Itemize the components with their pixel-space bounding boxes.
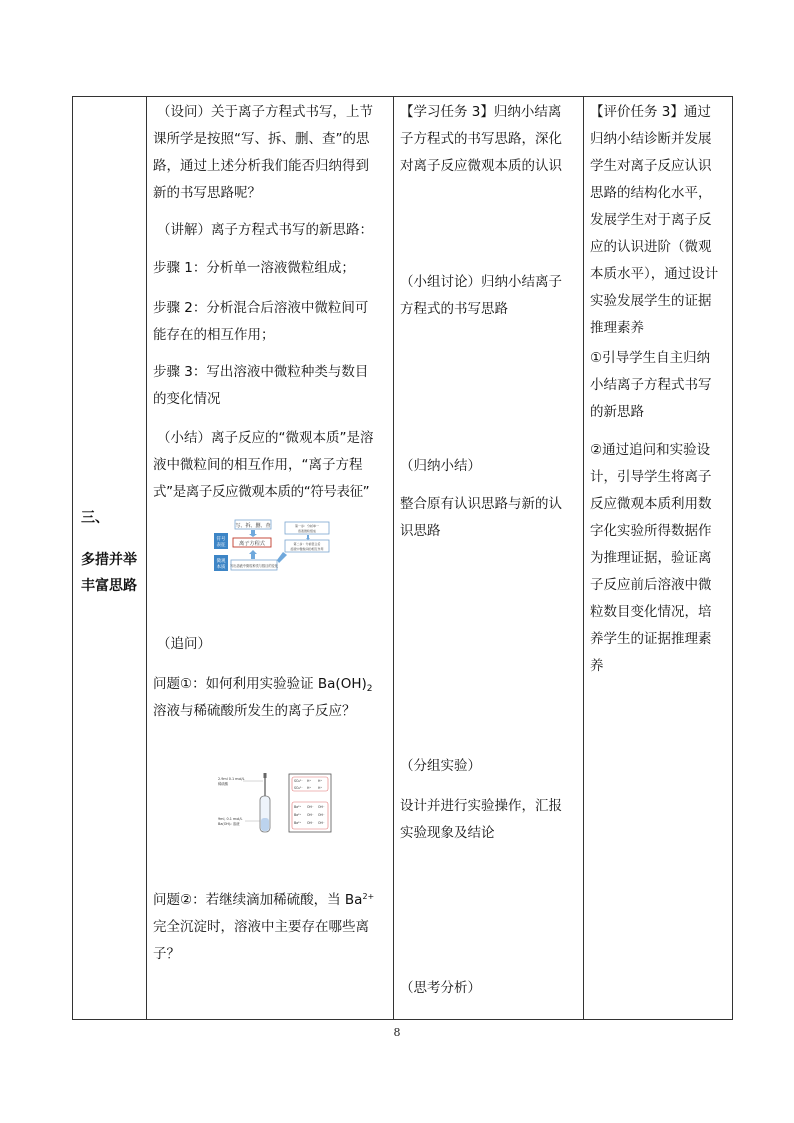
- section-cell: [73, 97, 147, 1020]
- top-box-label: 写、拆、删、查: [235, 523, 271, 529]
- acid-label: 2.9ml 0.1 mol/L: [218, 777, 245, 781]
- eval-guide2-line6: 子反应前后溶液中微: [590, 577, 712, 593]
- svg-text:OH⁻: OH⁻: [318, 813, 325, 817]
- question1-line1: 问题①：如何利用实验验证 $Ba(OH)_2$: [153, 676, 373, 694]
- eval-guide2-line5: 为推理证据，验证离: [590, 550, 712, 566]
- eval-guide2-line3: 反应微观本质利用数: [590, 496, 712, 512]
- svg-text:H⁺: H⁺: [307, 779, 312, 783]
- writing-flow-diagram: [213, 518, 331, 576]
- induce-summary: （归纳小结）: [400, 458, 481, 474]
- base-label: 9ml, 0.1 mol/L: [218, 817, 243, 821]
- learning-task-line1: 【学习任务 3】归纳小结离: [400, 104, 562, 120]
- svg-text:SO₄²⁻: SO₄²⁻: [294, 786, 303, 790]
- eval-task-line7: 本质水平），通过设计: [590, 266, 719, 282]
- summary-line3: 式”是离子反应微观本质的“符号表征”: [153, 484, 370, 500]
- eval-guide1-line2: 小结离子方程式书写: [590, 377, 712, 393]
- teacher-question-line2: 课所学是按照“写、拆、删、查”的思: [153, 131, 370, 147]
- design-line1: 设计并进行实验操作，汇报: [400, 798, 562, 814]
- right-bottom-label-2: 溶液中微粒间的相互作用: [290, 547, 324, 551]
- eval-guide2-line1: ②通过追问和实验设: [590, 442, 711, 458]
- section-title-line2: 丰富思路: [81, 578, 137, 594]
- experiment-figure: [215, 772, 333, 834]
- right-top-label-2: 溶液微粒组成: [297, 529, 317, 533]
- step2-line1: 步骤 2：分析混合后溶液中微粒间可: [153, 300, 369, 316]
- eval-task-line2: 归纳小结诊断并发展: [590, 131, 712, 147]
- lesson-table: [72, 96, 733, 1020]
- left-top-label-1: 符号: [216, 537, 226, 542]
- learning-task-line2: 子方程式的书写思路，深化: [400, 131, 562, 147]
- svg-text:OH⁻: OH⁻: [307, 821, 314, 825]
- acid-label-b: 稀硫酸: [218, 782, 229, 786]
- eval-guide1-line1: ①引导学生自主归纳: [590, 350, 711, 366]
- arrow-small-down-icon: [306, 535, 310, 540]
- eval-task-line6: 应的认识进阶（微观: [590, 239, 712, 255]
- svg-text:OH⁻: OH⁻: [307, 805, 314, 809]
- question1-line2: 溶液与稀硫酸所发生的离子反应？: [153, 703, 356, 719]
- eval-guide2-line8: 养学生的证据推理素: [590, 631, 712, 647]
- teacher-activity-cell: [147, 97, 394, 1020]
- step2-line2: 能存在的相互作用；: [153, 327, 275, 343]
- group-experiment: （分组实验）: [400, 758, 481, 774]
- question2-line2: 完全沉淀时，溶液中主要存在哪些离: [153, 919, 369, 935]
- step3-line2: 的变化情况: [153, 391, 221, 407]
- svg-text:OH⁻: OH⁻: [318, 805, 325, 809]
- svg-text:H⁺: H⁺: [318, 779, 323, 783]
- arrow-down-icon: [249, 530, 257, 537]
- svg-text:Ba²⁺: Ba²⁺: [294, 813, 302, 817]
- right-bottom-label-1: 第二步：分析混合后: [293, 542, 321, 546]
- eval-task-line3: 学生对离子反应认识: [590, 158, 712, 174]
- eval-guide2-line4: 字化实验所得数据作: [590, 523, 712, 539]
- eval-task-line4: 思路的结构化水平，: [590, 185, 712, 201]
- base-label-b: Ba(OH)₂ 溶液: [218, 822, 240, 826]
- integrate-line2: 识思路: [400, 523, 441, 539]
- eval-guide1-line3: 的新思路: [590, 404, 644, 420]
- eval-guide2-line7: 粒数目变化情况，培: [590, 604, 712, 620]
- learning-task-line3: 对离子反应微观本质的认识: [400, 158, 562, 174]
- left-bottom-label-1: 微观: [216, 559, 226, 564]
- question2-line3: 子？: [153, 946, 180, 962]
- arrow-diagonal-icon: [277, 552, 287, 563]
- teacher-explain: （讲解）离子方程式书写的新思路：: [157, 222, 373, 238]
- summary-line2: 液中微粒间的相互作用，“离子方程: [153, 457, 363, 473]
- question2-line1: 问题②：若继续滴加稀硫酸，当 $Ba^{2+}$: [153, 892, 375, 908]
- summary-line1: （小结）离子反应的“微观本质”是溶: [157, 430, 374, 446]
- eval-task-line9: 推理素养: [590, 320, 644, 336]
- teacher-question-line3: 路，通过上述分析我们能否归纳得到: [153, 158, 369, 174]
- integrate-line1: 整合原有认识思路与新的认: [400, 496, 562, 512]
- svg-text:OH⁻: OH⁻: [307, 813, 314, 817]
- think-analyze: （思考分析）: [400, 980, 481, 996]
- group-discuss-line2: 方程式的书写思路: [400, 301, 508, 317]
- left-top-label-2: 表征: [216, 543, 226, 548]
- right-top-label-1: 第一步：分析单一: [294, 524, 320, 528]
- step3-line1: 步骤 3：写出溶液中微粒种类与数目: [153, 364, 369, 380]
- left-bottom-label-2: 本质: [216, 565, 226, 570]
- student-activity-cell: [394, 97, 584, 1020]
- svg-text:SO₄²⁻: SO₄²⁻: [294, 779, 303, 783]
- step1-text: 步骤 1：分析单一溶液微粒组成；: [153, 260, 355, 276]
- svg-text:Ba²⁺: Ba²⁺: [294, 821, 302, 825]
- svg-text:H⁺: H⁺: [307, 786, 312, 790]
- eval-task-line1: 【评价任务 3】通过: [590, 104, 711, 120]
- teacher-question-line4: 新的书写思路呢？: [153, 185, 261, 201]
- svg-text:H⁺: H⁺: [318, 786, 323, 790]
- center-box-label: 离子方程式: [239, 541, 265, 547]
- arrow-up-icon: [249, 550, 257, 559]
- page-number: 8: [393, 1026, 401, 1039]
- eval-task-line8: 实验发展学生的证据: [590, 293, 712, 309]
- group-discuss-line1: （小组讨论）归纳小结离子: [400, 274, 562, 290]
- followup-label: （追问）: [157, 636, 211, 652]
- bottom-box-label: 写出溶液中微粒种类与数目的变化: [230, 564, 278, 568]
- section-number: 三、: [81, 510, 109, 526]
- svg-text:Ba²⁺: Ba²⁺: [294, 805, 302, 809]
- teacher-question-line1: （设问）关于离子方程式书写，上节: [157, 104, 373, 120]
- evaluation-cell: [584, 97, 733, 1020]
- design-line2: 实验现象及结论: [400, 825, 495, 841]
- table-row: [73, 97, 733, 1020]
- eval-guide2-line9: 养: [590, 658, 604, 674]
- svg-text:OH⁻: OH⁻: [318, 821, 325, 825]
- eval-task-line5: 发展学生对于离子反: [590, 212, 712, 228]
- section-title-line1: 多措并举: [81, 552, 137, 568]
- eval-guide2-line2: 计，引导学生将离子: [590, 469, 712, 485]
